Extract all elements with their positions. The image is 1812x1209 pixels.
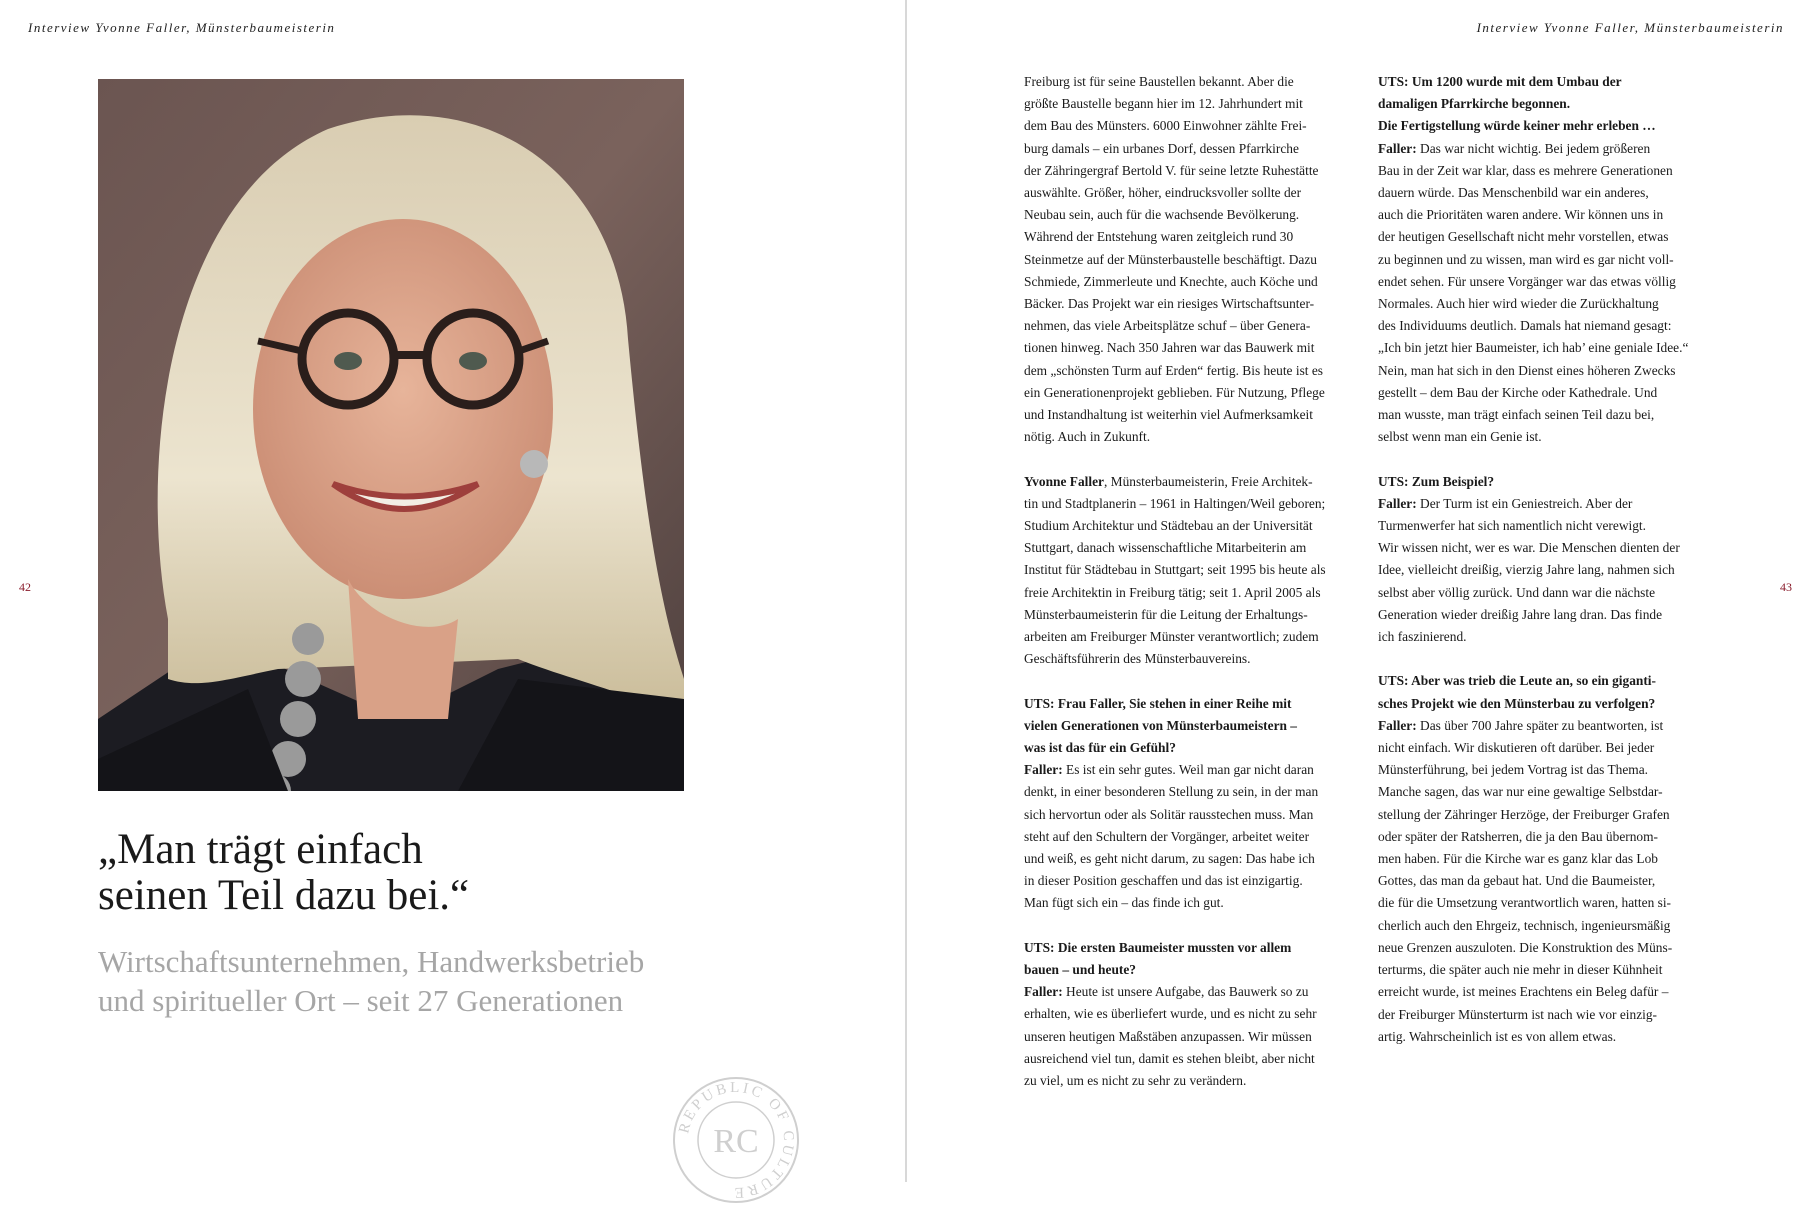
text-line (1378, 737, 1718, 759)
text-line (1024, 804, 1364, 826)
text-line (1024, 1026, 1364, 1048)
body-text: ein Generationenprojekt geblieben. Für Nutzung, Pflege (1024, 384, 1325, 400)
body-text: dauern würde. Das Menschenbild war ein anderes, (1378, 185, 1649, 201)
body-text: Geschäftsführerin des Münsterbauvereins. (1024, 651, 1251, 667)
republic-of-culture-seal (672, 1076, 800, 1204)
body-text: tin und Stadtplanerin – 1961 in Haltingen/Weil geboren; (1024, 495, 1326, 511)
text-line (1024, 204, 1364, 226)
paragraph (1378, 670, 1718, 1047)
text-line (1024, 337, 1364, 359)
text-line (1378, 582, 1718, 604)
text-line (1378, 138, 1718, 160)
body-text: oder später der Ratsherren, die ja den Bau übernom- (1378, 828, 1658, 844)
body-text: erhalten, wie es überliefert wurde, und es nicht zu sehr (1024, 1006, 1317, 1022)
body-text: „Ich bin jetzt hier Baumeister, ich hab’ eine geniale Idee.“ (1378, 340, 1689, 356)
body-text: Generation wieder dreißig Jahre lang dran. Das finde (1378, 606, 1663, 622)
body-text: Idee, vielleicht dreißig, vierzig Jahre lang, nahmen sich (1378, 562, 1675, 578)
left-page (0, 0, 905, 1201)
body-text: Bäcker. Das Projekt war ein riesiges Wirtschaftsunter- (1024, 296, 1315, 312)
text-line (1024, 71, 1364, 93)
text-line (1378, 93, 1718, 115)
body-text: Münsterbaumeisterin für die Leitung der Erhaltungs- (1024, 606, 1308, 622)
body-text: auswählte. Größer, höher, eindrucksvoller sollte der (1024, 185, 1302, 201)
text-line (1024, 870, 1364, 892)
text-line (1024, 892, 1364, 914)
text-line (1378, 715, 1718, 737)
seal-logo (672, 1076, 800, 1204)
bold-text: Die Fertigstellung würde keiner mehr erleben … (1378, 118, 1656, 134)
text-line (1378, 759, 1718, 781)
subheadline (98, 942, 858, 1020)
text-line (1378, 115, 1718, 137)
text-line (1024, 382, 1364, 404)
portrait-image (98, 79, 684, 791)
text-line (1024, 271, 1364, 293)
body-text: endet sehen. Für unsere Vorgänger war das etwas völlig (1378, 273, 1676, 289)
text-line (1024, 1003, 1364, 1025)
text-line (1024, 315, 1364, 337)
body-text: neue Grenzen auszuloten. Die Konstruktion des Müns- (1378, 939, 1673, 955)
body-text: Bau in der Zeit war klar, dass es mehrere Generationen (1378, 162, 1673, 178)
text-line (1024, 781, 1364, 803)
body-text: zu beginnen und zu wissen, man wird es gar nicht voll- (1378, 251, 1674, 267)
text-line (1024, 182, 1364, 204)
body-text: ich faszinierend. (1378, 629, 1467, 645)
body-text: Neubau sein, auch für die wachsende Bevölkerung. (1024, 207, 1300, 223)
text-line (1378, 315, 1718, 337)
text-line (1378, 559, 1718, 581)
bold-text: bauen – und heute? (1024, 962, 1136, 978)
text-line (1024, 626, 1364, 648)
running-head-right: Interview Yvonne Faller, Münsterbaumeisterin (1476, 20, 1784, 35)
text-line (1378, 204, 1718, 226)
text-line (1378, 426, 1718, 448)
bold-text: Faller: (1378, 717, 1417, 733)
text-line (1378, 71, 1718, 93)
text-column-right (1378, 71, 1718, 1048)
text-line (1378, 1004, 1718, 1026)
text-line (1024, 93, 1364, 115)
body-text: tionen hinweg. Nach 350 Jahren war das Bauwerk mit (1024, 340, 1315, 356)
text-line (1378, 226, 1718, 248)
text-line (1024, 981, 1364, 1003)
body-text: Freiburg ist für seine Baustellen bekannt. Aber die (1024, 74, 1294, 89)
text-line (1378, 626, 1718, 648)
text-line (1378, 493, 1718, 515)
text-line (1024, 759, 1364, 781)
body-text: Stuttgart, danach wissenschaftliche Mitarbeiterin am (1024, 540, 1307, 556)
body-text: Nein, man hat sich in den Dienst eines höheren Zwecks (1378, 362, 1676, 378)
body-text: nötig. Auch in Zukunft. (1024, 429, 1151, 445)
svg-text:REPUBLIC OF CULTURE: REPUBLIC OF CULTURE (676, 1079, 797, 1201)
body-text: Münsterführung, bei jedem Vortrag ist das Thema. (1378, 762, 1648, 778)
body-text: in dieser Position geschaffen und das ist einzigartig. (1024, 873, 1303, 889)
body-text: gestellt – dem Bau der Kirche oder Kathedrale. Und (1378, 384, 1658, 400)
body-text: unseren heutigen Maßstäben anzupassen. Wir müssen (1024, 1028, 1312, 1044)
text-line (1024, 249, 1364, 271)
text-line (1024, 648, 1364, 670)
right-page (907, 0, 1812, 1182)
text-line (1378, 382, 1718, 404)
body-text: Steinmetze auf der Münsterbaustelle beschäftigt. Dazu (1024, 251, 1317, 267)
text-line (1378, 160, 1718, 182)
text-line (1378, 826, 1718, 848)
text-line (1378, 870, 1718, 892)
body-text: Schmiede, Zimmerleute und Knechte, auch Köche und (1024, 273, 1318, 289)
text-line (1378, 249, 1718, 271)
text-line (1378, 804, 1718, 826)
text-line (1024, 1070, 1364, 1092)
bold-text: UTS: Frau Faller, Sie stehen in einer Reihe mit (1024, 695, 1292, 711)
svg-text:RC: RC (713, 1123, 759, 1160)
body-text: Manche sagen, das war nur eine gewaltige Selbstdar- (1378, 784, 1663, 800)
body-text: burg damals – ein urbanes Dorf, dessen Pfarrkirche (1024, 140, 1299, 156)
paragraph (1378, 471, 1718, 649)
subheadline-line: und spiritueller Ort – seit 27 Generationen (98, 983, 624, 1018)
text-line (1024, 471, 1364, 493)
text-line (1024, 959, 1364, 981)
body-text: nicht einfach. Wir diskutieren oft darüber. Bei jeder (1378, 740, 1655, 756)
text-line (1024, 1048, 1364, 1070)
page-number-left: 42 (19, 580, 31, 594)
text-line (1378, 537, 1718, 559)
body-text: nehmen, das viele Arbeitsplätze schuf – über Genera- (1024, 318, 1311, 334)
text-line (1024, 737, 1364, 759)
text-line (1378, 182, 1718, 204)
text-line (1024, 160, 1364, 182)
text-line (1378, 693, 1718, 715)
body-text: arbeiten am Freiburger Münster verantwortlich; zudem (1024, 629, 1319, 645)
body-text: freie Architektin in Freiburg tätig; seit 1. April 2005 als (1024, 584, 1321, 600)
text-line (1024, 559, 1364, 581)
text-line (1378, 337, 1718, 359)
body-text: größte Baustelle begann hier im 12. Jahrhundert mit (1024, 96, 1303, 112)
text-line (1024, 604, 1364, 626)
body-text: ausreichend viel tun, damit es stehen bleibt, aber nicht (1024, 1050, 1315, 1066)
body-text: Es ist ein sehr gutes. Weil man gar nicht daran (1062, 762, 1314, 778)
bold-text: Faller: (1024, 762, 1063, 778)
body-text: Das über 700 Jahre später zu beantworten, ist (1416, 717, 1664, 733)
text-line (1378, 471, 1718, 493)
paragraph (1024, 471, 1364, 671)
body-text: auch die Prioritäten waren andere. Wir können uns in (1378, 207, 1664, 223)
pull-quote (98, 827, 818, 919)
paragraph (1024, 937, 1364, 1092)
body-text: terturms, die später auch nie mehr in dieser Kühnheit (1378, 962, 1663, 978)
paragraph (1024, 71, 1364, 448)
bold-text: Faller: (1024, 984, 1063, 1000)
body-text: des Individuums deutlich. Damals hat niemand gesagt: (1378, 318, 1672, 334)
text-line (1378, 604, 1718, 626)
body-text: Institut für Städtebau in Stuttgart; seit 1995 bis heute als (1024, 562, 1326, 578)
pull-quote-line: „Man trägt einfach (98, 826, 423, 873)
bold-text: UTS: Aber was trieb die Leute an, so ein giganti- (1378, 673, 1656, 689)
body-text: Gottes, das man da gebaut hat. Und die Baumeister, (1378, 873, 1656, 889)
text-line (1024, 293, 1364, 315)
body-text: , Münsterbaumeisterin, Freie Architek- (1103, 473, 1313, 489)
text-line (1024, 360, 1364, 382)
text-line (1024, 493, 1364, 515)
bold-text: Faller: (1378, 495, 1417, 511)
text-column-left (1024, 71, 1364, 1092)
text-line (1378, 959, 1718, 981)
body-text: dem „schönsten Turm auf Erden“ fertig. Bis heute ist es (1024, 362, 1324, 378)
text-line (1378, 360, 1718, 382)
body-text: Turmenwerfer hat sich namentlich nicht verewigt. (1378, 518, 1646, 534)
text-line (1024, 226, 1364, 248)
pull-quote-line: seinen Teil dazu bei.“ (98, 872, 470, 919)
body-text: Während der Entstehung waren zeitgleich rund 30 (1024, 229, 1294, 245)
bold-text: Yvonne Faller (1024, 473, 1104, 489)
text-line (1024, 115, 1364, 137)
page-number-right: 43 (1780, 580, 1792, 594)
text-line (1378, 981, 1718, 1003)
text-line (1024, 693, 1364, 715)
text-line (1024, 426, 1364, 448)
text-line (1378, 848, 1718, 870)
bold-text: sches Projekt wie den Münsterbau zu verfolgen? (1378, 695, 1656, 711)
body-text: selbst wenn man ein Genie ist. (1378, 429, 1542, 445)
body-text: der Zähringergraf Bertold V. für seine letzte Ruhestätte (1024, 162, 1319, 178)
text-line (1024, 515, 1364, 537)
body-text: Das war nicht wichtig. Bei jedem größeren (1416, 140, 1651, 156)
body-text: Studium Architektur und Städtebau an der Universität (1024, 518, 1313, 534)
bold-text: vielen Generationen von Münsterbaumeistern – (1024, 717, 1297, 733)
body-text: Heute ist unsere Aufgabe, das Bauwerk so zu (1062, 984, 1309, 1000)
text-line (1024, 582, 1364, 604)
text-line (1378, 937, 1718, 959)
running-head-left: Interview Yvonne Faller, Münsterbaumeisterin (28, 20, 336, 35)
body-text: Normales. Auch hier wird wieder die Zurückhaltung (1378, 296, 1659, 312)
portrait-photo (98, 79, 684, 791)
bold-text: damaligen Pfarrkirche begonnen. (1378, 96, 1571, 112)
body-text: Der Turm ist ein Geniestreich. Aber der (1416, 495, 1633, 511)
bold-text: was ist das für ein Gefühl? (1024, 740, 1176, 756)
body-text: men haben. Für die Kirche war es ganz klar das Lob (1378, 851, 1658, 867)
subheadline-line: Wirtschaftsunternehmen, Handwerksbetrieb (98, 944, 645, 979)
text-line (1378, 404, 1718, 426)
body-text: erreicht wurde, ist meines Erachtens ein Beleg dafür – (1378, 984, 1669, 1000)
body-text: sich hervortun oder als Solitär rausstechen muss. Man (1024, 806, 1314, 822)
text-line (1024, 404, 1364, 426)
text-line (1024, 826, 1364, 848)
bold-text: Faller: (1378, 140, 1417, 156)
body-text: denkt, in einer besonderen Stellung zu sein, in der man (1024, 784, 1319, 800)
bold-text: UTS: Die ersten Baumeister mussten vor allem (1024, 939, 1292, 955)
text-line (1378, 293, 1718, 315)
text-line (1378, 781, 1718, 803)
body-text: artig. Wahrscheinlich ist es von allem etwas. (1378, 1028, 1617, 1044)
body-text: dem Bau des Münsters. 6000 Einwohner zählte Frei- (1024, 118, 1307, 134)
text-line (1378, 915, 1718, 937)
body-text: der Freiburger Münsterturm ist nach wie vor einzig- (1378, 1006, 1658, 1022)
body-text: cherlich auch den Ehrgeiz, technisch, ingenieursmäßig (1378, 917, 1671, 933)
text-line (1378, 515, 1718, 537)
text-line (1378, 892, 1718, 914)
body-text: stellung der Zähringer Herzöge, der Freiburger Grafen (1378, 806, 1670, 822)
paragraph (1024, 693, 1364, 915)
body-text: selbst aber völlig zurück. Und dann war die nächste (1378, 584, 1656, 600)
text-line (1024, 937, 1364, 959)
bold-text: UTS: Zum Beispiel? (1378, 473, 1495, 489)
bold-text: UTS: Um 1200 wurde mit dem Umbau der (1378, 74, 1622, 89)
paragraph (1378, 71, 1718, 448)
text-line (1378, 271, 1718, 293)
body-text: und weiß, es geht nicht darum, zu sagen: Das habe ich (1024, 851, 1315, 867)
body-text: die für die Umsetzung verantwortlich waren, hatten si- (1378, 895, 1672, 911)
body-text: steht auf den Schultern der Vorgänger, arbeitet weiter (1024, 828, 1310, 844)
text-line (1024, 537, 1364, 559)
body-text: zu viel, um es nicht zu sehr zu verändern. (1024, 1073, 1247, 1089)
text-line (1024, 848, 1364, 870)
body-text: Wir wissen nicht, wer es war. Die Menschen dienten der (1378, 540, 1680, 556)
text-line (1378, 670, 1718, 692)
body-text: der heutigen Gesellschaft nicht mehr vorstellen, etwas (1378, 229, 1669, 245)
text-line (1024, 138, 1364, 160)
body-text: man wusste, man trägt einfach seinen Teil dazu bei, (1378, 407, 1655, 423)
body-text: Man fügt sich ein – das finde ich gut. (1024, 895, 1224, 911)
text-line (1378, 1026, 1718, 1048)
text-line (1024, 715, 1364, 737)
body-text: und Instandhaltung ist weiterhin viel Aufmerksamkeit (1024, 407, 1313, 423)
